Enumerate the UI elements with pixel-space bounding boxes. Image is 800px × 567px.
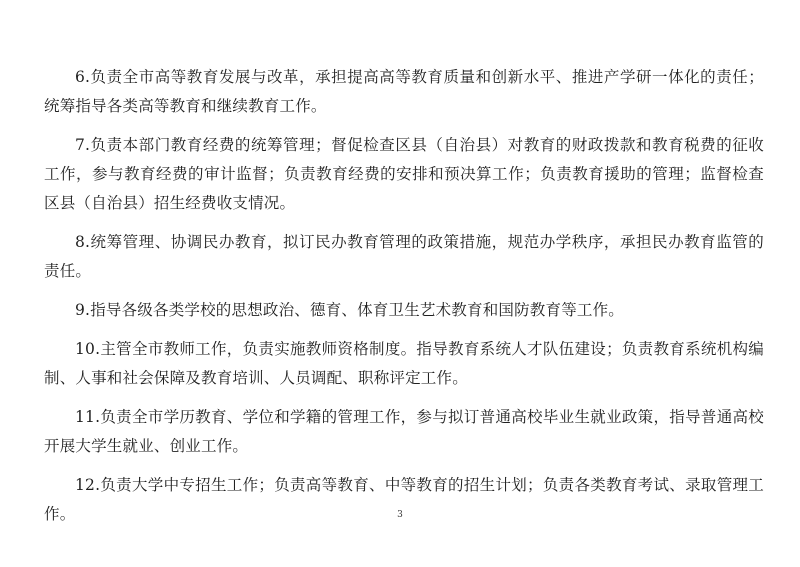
page-number: 3 [397, 510, 403, 520]
paragraph-item-7: 7.负责本部门教育经费的统筹管理；督促检查区县（自治县）对教育的财政拨款和教育税费的征收工作，参与教育经费的审计监督；负责教育经费的安排和预决算工作；负责教育援助的管理；监督检查区县（自治县）招生经费收支情况。 [44, 136, 764, 212]
paragraph-item-11: 11.负责全市学历教育、学位和学籍的管理工作，参与拟订普通高校毕业生就业政策，指导普通高校开展大学生就业、创业工作。 [44, 408, 764, 455]
paragraph-item-9: 9.指导各级各类学校的思想政治、德育、体育卫生艺术教育和国防教育等工作。 [75, 301, 624, 319]
paragraph-item-12: 12.负责大学中专招生工作；负责高等教育、中等教育的招生计划；负责各类教育考试、录取管理工作。 [44, 476, 764, 523]
paragraph-item-10: 10.主管全市教师工作，负责实施教师资格制度。指导教育系统人才队伍建设；负责教育系统机构编制、人事和社会保障及教育培训、人员调配、职称评定工作。 [44, 340, 764, 387]
paragraph-item-6: 6.负责全市高等教育发展与改革，承担提高高等教育质量和创新水平、推进产学研一体化的责任；统筹指导各类高等教育和继续教育工作。 [44, 68, 764, 115]
document-body [44, 63, 764, 539]
paragraph-item-8: 8.统筹管理、协调民办教育，拟订民办教育管理的政策措施，规范办学秩序，承担民办教育监管的责任。 [44, 233, 764, 280]
